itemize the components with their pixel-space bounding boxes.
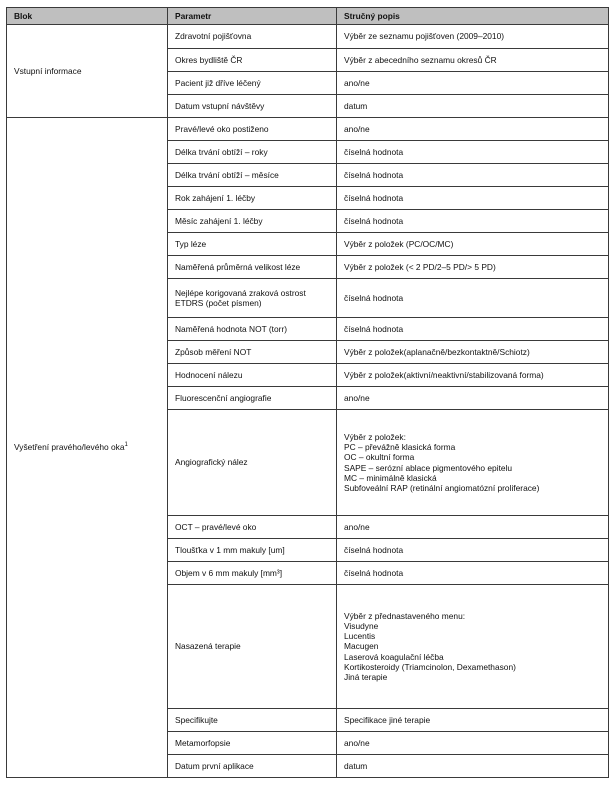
popis-cell: Výběr z položek: PC – převážně klasická forma OC – okultní forma SAPE – serózní ablace pigmentového epitelu MC – minimálně klasická Subfoveální RAP (retinální angiomatózní proliferace): [337, 410, 609, 516]
popis-cell: číselná hodnota: [337, 141, 609, 164]
parametr-cell: Datum vstupní návštěvy: [168, 95, 337, 118]
parametr-cell: Okres bydliště ČR: [168, 49, 337, 72]
parametr-cell: Fluorescenční angiografie: [168, 387, 337, 410]
popis-cell: číselná hodnota: [337, 318, 609, 341]
popis-cell: ano/ne: [337, 732, 609, 755]
parameter-table: [6, 7, 609, 778]
parametr-cell: Nejlépe korigovaná zraková ostrost ETDRS (počet písmen): [168, 279, 337, 318]
parametr-cell: OCT – pravé/levé oko: [168, 516, 337, 539]
parametr-cell: Metamorfopsie: [168, 732, 337, 755]
popis-cell: číselná hodnota: [337, 210, 609, 233]
parametr-cell: Délka trvání obtíží – měsíce: [168, 164, 337, 187]
popis-cell: číselná hodnota: [337, 164, 609, 187]
parametr-cell: Rok zahájení 1. léčby: [168, 187, 337, 210]
parametr-cell: Datum první aplikace: [168, 755, 337, 778]
table-row: [7, 25, 609, 49]
table-header: [7, 8, 609, 25]
parametr-cell: Specifikujte: [168, 709, 337, 732]
popis-cell: datum: [337, 755, 609, 778]
popis-cell: Výběr z abecedního seznamu okresů ČR: [337, 49, 609, 72]
header-blok: Blok: [7, 8, 168, 25]
blok-label: Vstupní informace: [14, 65, 82, 76]
parametr-cell: Délka trvání obtíží – roky: [168, 141, 337, 164]
popis-cell: číselná hodnota: [337, 187, 609, 210]
popis-cell: číselná hodnota: [337, 562, 609, 585]
table-body: [7, 25, 609, 778]
popis-cell: Výběr z položek (< 2 PD/2–5 PD/> 5 PD): [337, 256, 609, 279]
parametr-cell: Angiografický nález: [168, 410, 337, 516]
parametr-cell: Naměřená hodnota NOT (torr): [168, 318, 337, 341]
popis-cell: Výběr z položek (PC/OC/MC): [337, 233, 609, 256]
popis-cell: ano/ne: [337, 72, 609, 95]
parametr-cell: Nasazená terapie: [168, 585, 337, 709]
parametr-cell: Pacient již dříve léčený: [168, 72, 337, 95]
parametr-cell: Typ léze: [168, 233, 337, 256]
popis-cell: ano/ne: [337, 387, 609, 410]
popis-cell: ano/ne: [337, 516, 609, 539]
blok-label: Vyšetření pravého/levého oka: [14, 442, 125, 453]
parametr-cell: Objem v 6 mm makuly [mm³]: [168, 562, 337, 585]
popis-cell: ano/ne: [337, 118, 609, 141]
popis-cell: Výběr z položek(aktivní/neaktivní/stabilizovaná forma): [337, 364, 609, 387]
popis-cell: číselná hodnota: [337, 279, 609, 318]
popis-cell: Specifikace jiné terapie: [337, 709, 609, 732]
parametr-cell: Pravé/levé oko postiženo: [168, 118, 337, 141]
parametr-cell: Naměřená průměrná velikost léze: [168, 256, 337, 279]
parametr-cell: Hodnocení nálezu: [168, 364, 337, 387]
popis-cell: Výběr z přednastaveného menu: Visudyne Lucentis Macugen Laserová koagulační léčba Kortikosteroidy (Triamcinolon, Dexamethason) Jiná terapie: [337, 585, 609, 709]
popis-cell: datum: [337, 95, 609, 118]
parametr-cell: Způsob měření NOT: [168, 341, 337, 364]
blok-cell: [7, 25, 168, 118]
blok-cell: [7, 118, 168, 778]
parametr-cell: Měsíc zahájení 1. léčby: [168, 210, 337, 233]
header-row: [7, 8, 609, 25]
header-parametr: Parametr: [168, 8, 337, 25]
table-row: [7, 118, 609, 141]
footnote-marker: 1: [124, 442, 128, 449]
parametr-cell: Zdravotní pojišťovna: [168, 25, 337, 49]
popis-cell: Výběr z položek(aplanačně/bezkontaktně/Schiotz): [337, 341, 609, 364]
popis-cell: číselná hodnota: [337, 539, 609, 562]
header-popis: Stručný popis: [337, 8, 609, 25]
parametr-cell: Tloušťka v 1 mm makuly [um]: [168, 539, 337, 562]
popis-cell: Výběr ze seznamu pojišťoven (2009–2010): [337, 25, 609, 49]
